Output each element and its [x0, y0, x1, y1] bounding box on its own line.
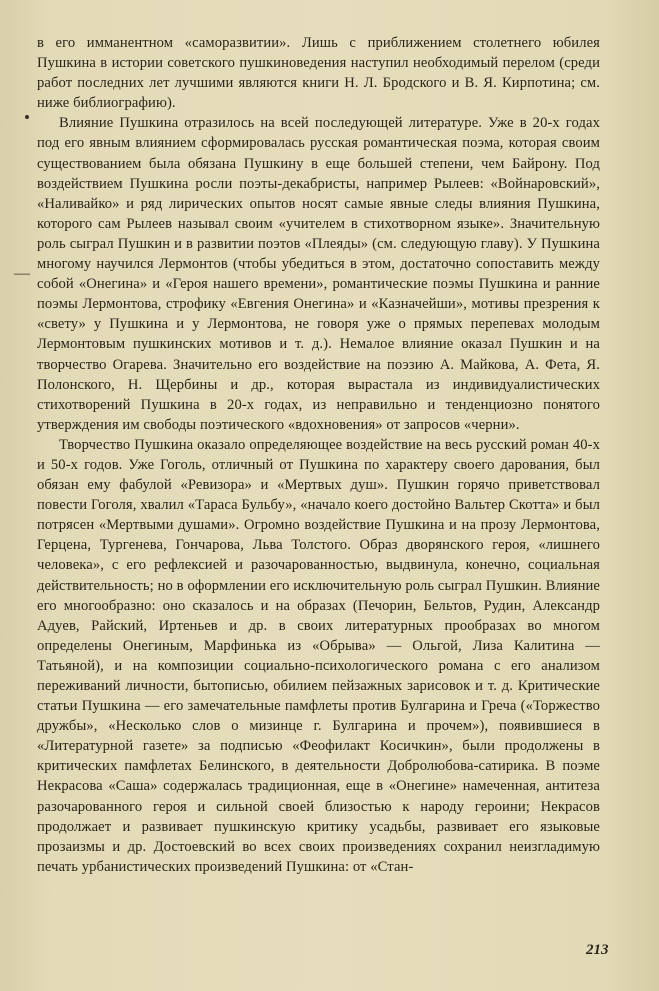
paragraph-1: в его имманентном «саморазвитии». Лишь с приближением столетнего юбилея Пушкина в истории советского пушкиноведения наступил необходимый перелом (среди работ последних лет лучшими являются книги Н. Л. Бродского и В. Я. Кирпотина; см. ниже библиографию).	[37, 35, 600, 112]
body-text	[37, 33, 600, 877]
paragraph-2: Влияние Пушкина отразилось на всей последующей литературе. Уже в 20-х годах под его явным влиянием сформировалась русская романтическая поэма, которая своим существованием была обязана Пушкину в еще большей степени, чем Байрону. Под воздействием Пушкина росли поэты-декабристы, например Рылеев: «Войнаровский», «Наливайко» и ряд лирических опытов носят самые явные следы влияния Пушкина, которого сам Рылеев называл своим «учителем в стихотворном языке». Значительную роль сыграл Пушкин и в развитии поэтов «Плеяды» (см. следующую главу). У Пушкина многому научился Лермонтов (чтобы убедиться в этом, достаточно сопоставить между собой «Онегина» и «Героя нашего времени», романтические поэмы Пушкина и ранние поэмы Лермонтова, строфику «Евгения Онегина» и «Казначейши», мотивы презрения к «свету» у Пушкина и у Лермонтова, не говоря уже о прямых перепевах молодым Лермонтовым пушкинских мотивов и т. д.). Немалое влияние оказал Пушкин и на творчество Огарева. Значительно его воздействие на поэзию А. Майкова, А. Фета, Я. Полонского, Н. Щербины и др., которая вырастала из индивидуалистических стихотворений Пушкина в 20-х годах, из неправильно и тенденциозно понятого утверждения им свободы поэтического «вдохновения» от запросов «черни».	[37, 115, 600, 433]
page-number: 213	[586, 942, 609, 958]
paragraph-3: Творчество Пушкина оказало определяющее воздействие на весь русский роман 40-х и 50-х годов. Уже Гоголь, отличный от Пушкина по характеру своего дарования, был обязан ему фабулой «Ревизора» и «Мертвых душ». Пушкин горячо приветствовал повести Гоголя, хвалил «Тараса Бульбу», «начало коего достойно Вальтер Скотта» и был потрясен «Мертвыми душами». Огромно воздействие Пушкина и на прозу Лермонтова, Герцена, Тургенева, Гончарова, Льва Толстого. Образ дворянского героя, «лишнего человека», с его рефлексией и разочарованностью, выдвинула, конечно, социальная действительность; но в оформлении его исключительную роль сыграл Пушкин. Влияние его многообразно: оно сказалось и на образах (Печорин, Бельтов, Рудин, Александр Адуев, Райский, Иртеньев и др. в своих литературных прообразах во многом определены Онегиным, Марфинька из «Обрыва» — Ольгой, Лиза Калитина — Татьяной), и на композиции социально-психологического романа с его анализом переживаний личности, бытописью, обилием пейзажных зарисовок и т. д. Критические статьи Пушкина — его замечательные памфлеты против Булгарина и Греча («Торжество дружбы», «Несколько слов о мизинце г. Булгарина и прочем»), появившиеся в «Литературной газете» за подписью «Феофилакт Косичкин», были продолжены в критических памфлетах Белинского, в деятельности Добролюбова-сатирика. В поэме Некрасова «Саша» содержалась традиционная, еще в «Онегине» намеченная, антитеза разочарованного героя и сильной своей близостью к народу героини; Некрасов продолжает и развивает пушкинскую критику усадьбы, развивает его языковые прозаизмы и др. Достоевский во всех своих произведениях сохранил неизгладимую печать урбанистических произведений Пушкина: от «Стан-	[37, 436, 600, 875]
margin-dot	[25, 115, 29, 119]
margin-mark: —	[14, 265, 30, 282]
